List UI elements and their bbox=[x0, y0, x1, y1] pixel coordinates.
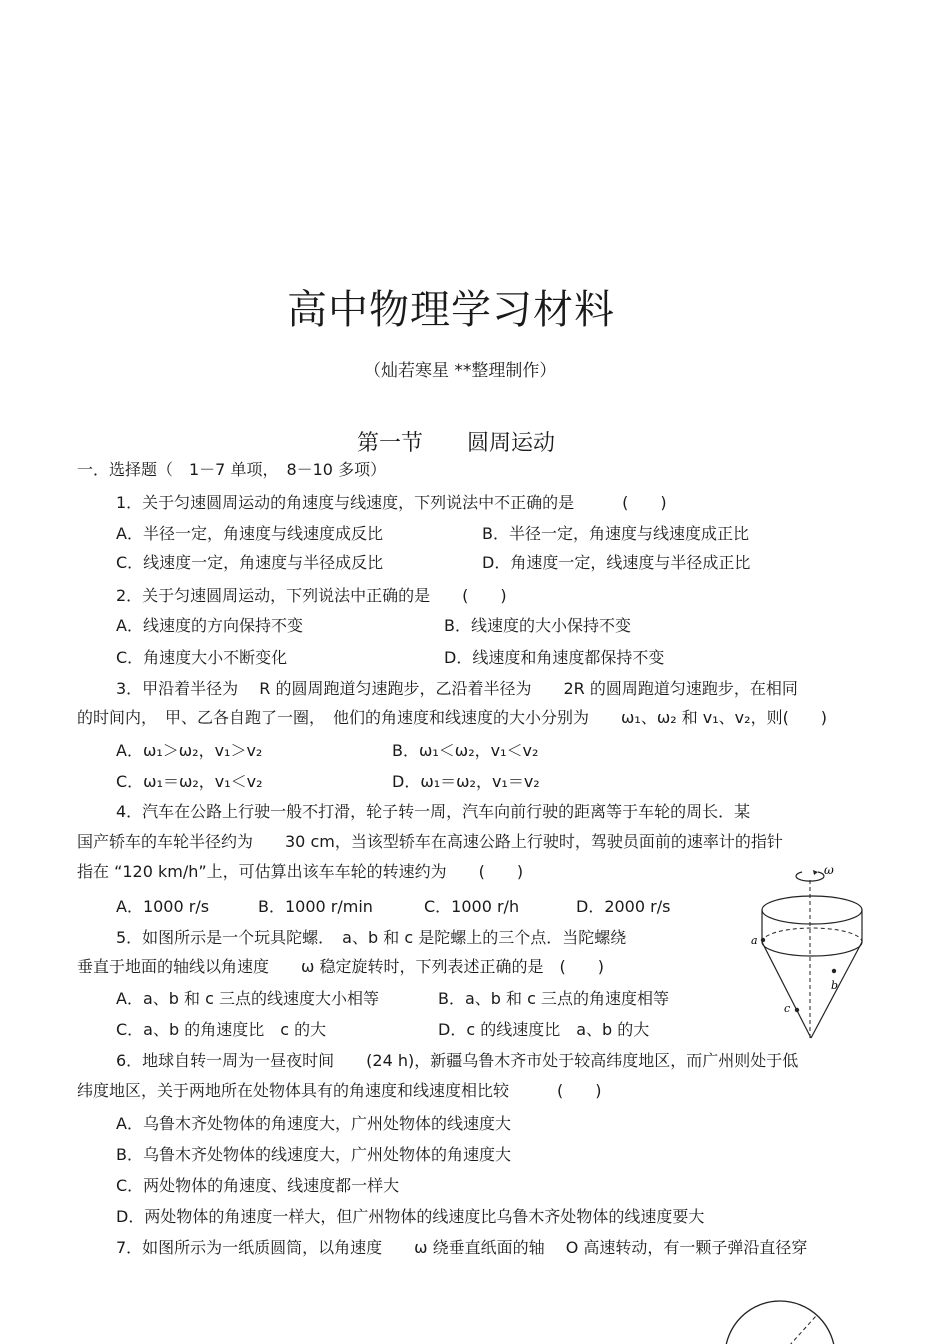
point-c-label: c bbox=[784, 1002, 791, 1015]
q3-option-a: A．ω₁＞ω₂，v₁＞v₂ bbox=[116, 741, 263, 760]
omega-label: ω bbox=[824, 863, 834, 877]
q2-option-b: B．线速度的大小保持不变 bbox=[444, 616, 631, 635]
rotation-arrow-icon bbox=[796, 872, 824, 881]
q1-option-d: D．角速度一定，线速度与半径成正比 bbox=[482, 553, 751, 572]
q4-option-d: D．2000 r/s bbox=[576, 897, 671, 916]
q1-option-a: A．半径一定，角速度与线速度成反比 bbox=[116, 524, 383, 543]
q1-option-c: C．线速度一定，角速度与半径成反比 bbox=[116, 553, 384, 572]
q2-option-c: C．角速度大小不断变化 bbox=[116, 648, 288, 667]
page-title: 高中物理学习材料 bbox=[287, 287, 615, 333]
bullet-path bbox=[780, 1316, 816, 1344]
q3-option-d: D．ω₁＝ω₂，v₁＝v₂ bbox=[392, 772, 540, 791]
q4-option-c: C．1000 r/h bbox=[424, 897, 520, 916]
point-a-label: a bbox=[751, 934, 758, 947]
q3-option-c: C．ω₁＝ω₂，v₁＜v₂ bbox=[116, 772, 263, 791]
q2-stem: 2．关于匀速圆周运动，下列说法中正确的是 ( ) bbox=[116, 586, 507, 605]
q3-option-b: B．ω₁＜ω₂，v₁＜v₂ bbox=[392, 741, 539, 760]
section-heading: 第一节 圆周运动 bbox=[357, 431, 556, 456]
q6-option-d: D．两处物体的角速度一样大，但广州物体的线速度比乌鲁木齐处物体的线速度要大 bbox=[116, 1207, 705, 1226]
cylinder-bottom bbox=[762, 942, 862, 956]
cylinder-cross-section bbox=[725, 1301, 835, 1344]
q4-stem-line1: 4．汽车在公路上行驶一般不打滑，轮子转一周，汽车向前行驶的距离等于车轮的周长．某 bbox=[116, 802, 751, 821]
q2-option-d: D．线速度和角速度都保持不变 bbox=[444, 648, 665, 667]
paper-cylinder-figure bbox=[710, 1294, 850, 1344]
part-heading: 一．选择题（ 1－7 单项， 8－10 多项） bbox=[77, 460, 387, 479]
q4-stem-line3: 指在 “120 km/h”上，可估算出该车车轮的转速约为 ( ) bbox=[77, 862, 524, 881]
q5-stem-line1: 5．如图所示是一个玩具陀螺． a、b 和 c 是陀螺上的三个点．当陀螺绕 bbox=[116, 928, 627, 947]
q1-stem: 1．关于匀速圆周运动的角速度与线速度，下列说法中不正确的是 ( ) bbox=[116, 493, 667, 512]
spinning-top-figure bbox=[740, 860, 880, 1045]
q4-stem-line2: 国产轿车的车轮半径约为 30 cm，当该型轿车在高速公路上行驶时，驾驶员面前的速率计的指针 bbox=[77, 832, 783, 851]
q7-stem-line1: 7．如图所示为一纸质圆筒，以角速度 ω 绕垂直纸面的轴 O 高速转动，有一颗子弹沿直径穿 bbox=[116, 1238, 808, 1257]
point-c bbox=[795, 1008, 799, 1012]
cylinder-top bbox=[762, 896, 862, 924]
q5-option-a: A．a、b 和 c 三点的线速度大小相等 bbox=[116, 989, 379, 1008]
q6-option-a: A．乌鲁木齐处物体的角速度大，广州处物体的线速度大 bbox=[116, 1114, 511, 1133]
rotation-arrowhead-icon bbox=[813, 870, 818, 875]
q5-option-b: B．a、b 和 c 三点的角速度相等 bbox=[438, 989, 669, 1008]
q3-stem-line1: 3．甲沿着半径为 R 的圆周跑道匀速跑步，乙沿着半径为 2R 的圆周跑道匀速跑步，在相同 bbox=[116, 679, 798, 698]
q6-stem-line2: 纬度地区，关于两地所在处物体具有的角速度和线速度相比较 ( ) bbox=[77, 1081, 602, 1100]
q5-stem-line2: 垂直于地面的轴线以角速度 ω 稳定旋转时，下列表述正确的是 ( ) bbox=[77, 957, 604, 976]
q6-option-b: B．乌鲁木齐处物体的线速度大，广州处物体的角速度大 bbox=[116, 1145, 511, 1164]
q5-option-d: D．c 的线速度比 a、b 的大 bbox=[438, 1020, 650, 1039]
point-a bbox=[761, 938, 765, 942]
q4-option-a: A．1000 r/s bbox=[116, 897, 210, 916]
q6-stem-line1: 6．地球自转一周为一昼夜时间 (24 h)，新疆乌鲁木齐市处于较高纬度地区，而广州则处于低 bbox=[116, 1051, 799, 1070]
page-subtitle: （灿若寒星 **整理制作） bbox=[364, 361, 557, 381]
q4-option-b: B．1000 r/min bbox=[258, 897, 373, 916]
q2-option-a: A．线速度的方向保持不变 bbox=[116, 616, 303, 635]
q5-option-c: C．a、b 的角速度比 c 的大 bbox=[116, 1020, 327, 1039]
q6-option-c: C．两处物体的角速度、线速度都一样大 bbox=[116, 1176, 400, 1195]
q1-option-b: B．半径一定，角速度与线速度成正比 bbox=[482, 524, 749, 543]
point-b bbox=[832, 969, 836, 973]
point-b-label: b bbox=[831, 979, 839, 992]
q3-stem-line2: 的时间内， 甲、乙各自跑了一圈， 他们的角速度和线速度的大小分别为 ω₁、ω₂ 和 v₁、v₂，则( ) bbox=[77, 708, 828, 727]
